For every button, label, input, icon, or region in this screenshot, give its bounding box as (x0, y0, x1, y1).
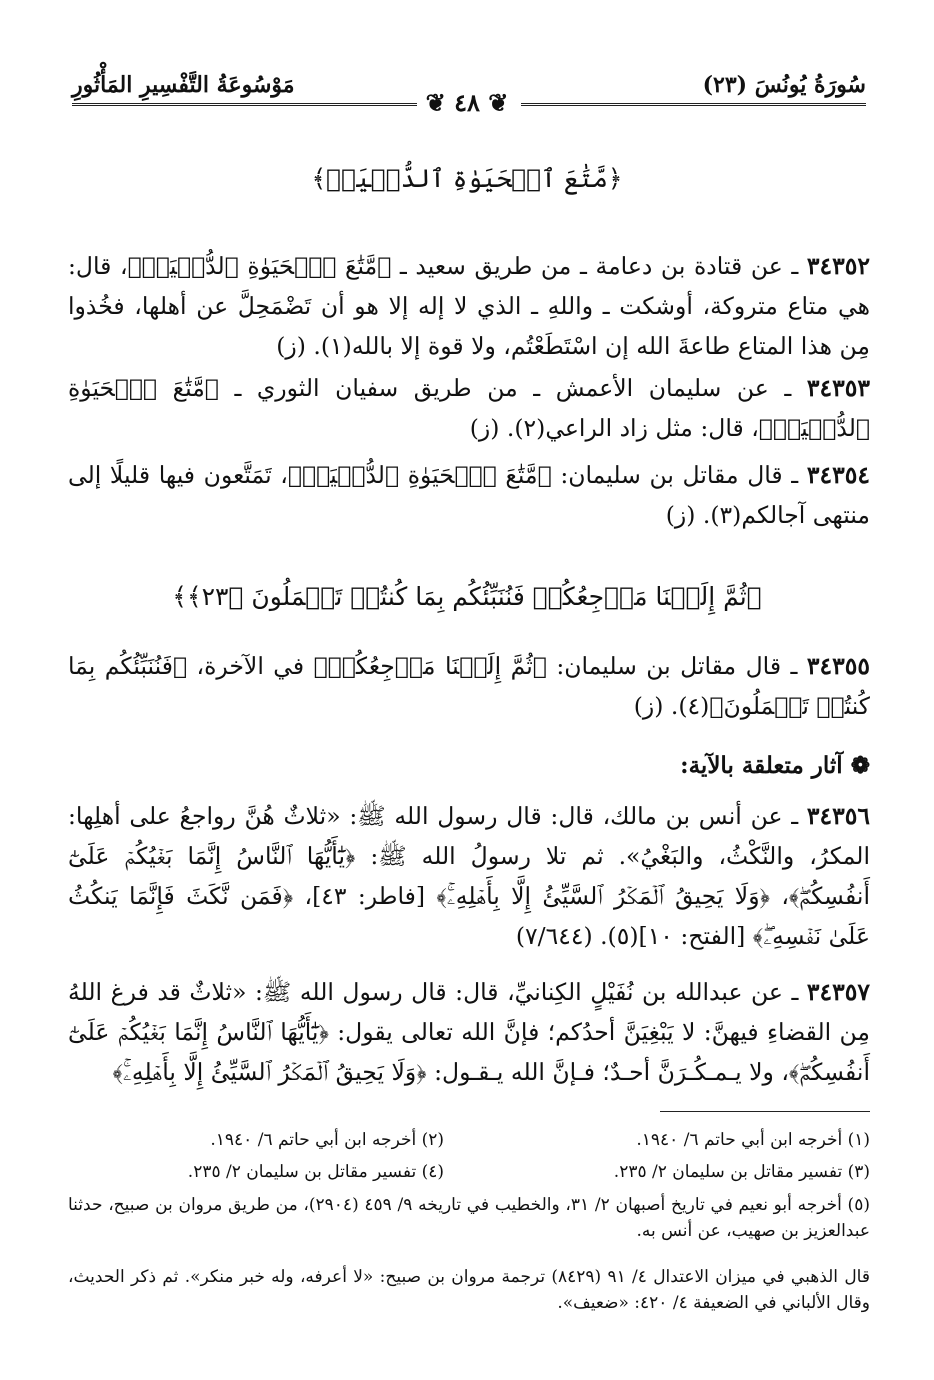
footnote: (٥) أخرجه أبو نعيم في تاريخ أصبهان ٢/ ٣١، والخطيب في تاريخه ٩/ ٤٥٩ (٢٩٠٤)، من طريق مروان بن صبيح، حدثنا عبدالعزيز بن صهيب، عن أنس به. (68, 1195, 870, 1241)
narration-number: ٣٤٣٥٧ (806, 978, 870, 1006)
narration-paragraph (68, 246, 870, 366)
narration-text: ـ عن قتادة بن دعامة ـ من طريق سعيد ـ ﴿مَّتَٰعَ ٱلۡحَيَوٰةِ ٱلدُّنۡيَاۖ﴾، قال: هي متاع متروكة، أوشكت ـ واللهِ ـ الذي لا إله إلا هو أن تَضْمَحِلَّ عن أهلها، فخُذوا مِن هذا المتاع طاعةَ الله إن اسْتَطَعْتُم، ولا قوة إلا بالله(١). (ز) (68, 252, 870, 360)
verse-heading: ﴿ثُمَّ إِلَيۡنَا مَرۡجِعُكُمۡ فَنُنَبِّئُكُم بِمَا كُنتُمۡ تَعۡمَلُونَ ﴿٢٣﴾﴾ (172, 582, 762, 611)
header-rule-right (521, 103, 866, 109)
narration-paragraph (68, 368, 870, 448)
narration-number: ٣٤٣٥٢ (806, 252, 870, 280)
footnote: (١) أخرجه ابن أبي حاتم ٦/ ١٩٤٠. (636, 1130, 870, 1150)
narration-paragraph (68, 796, 870, 956)
narration-text: ـ عن أنس بن مالك، قال: قال رسول الله ﷺ: «ثلاثٌ هُنَّ رواجعُ على أهلِها: المكرُ، والنَّكْثُ، والبَغْيُ». ثم تلا رسولُ الله ﷺ: ﴿يَٰٓأَيُّهَا ٱلنَّاسُ إِنَّمَا بَغۡيُكُمۡ عَلَىٰٓ أَنفُسِكُمۖ﴾، ﴿وَلَا يَحِيقُ ٱلۡمَكۡرُ ٱلسَّيِّئُ إِلَّا بِأَهۡلِهِۦۚ﴾ [فاطر: ٤٣]، ﴿فَمَن نَّكَثَ فَإِنَّمَا يَنكُثُ عَلَىٰ نَفۡسِهِۦۖ﴾ [الفتح: ١٠](٥). (٧/٦٤٤) (68, 802, 870, 950)
footnote: (٣) تفسير مقاتل بن سليمان ٢/ ٢٣٥. (613, 1162, 870, 1182)
narration-text: ـ قال مقاتل بن سليمان: ﴿مَّتَٰعَ ٱلۡحَيَوٰةِ ٱلدُّنۡيَاۖ﴾، تَمَتَّعون فيها قليلًا إلى منتهى آجالكم(٣). (ز) (68, 461, 870, 529)
verse-heading: ﴿مَّتَٰعَ ٱلۡحَيَوٰةِ ٱلدُّنۡيَاۖ﴾ (311, 164, 623, 193)
narration-text: ـ قال مقاتل بن سليمان: ﴿ثُمَّ إِلَيۡنَا مَرۡجِعُكُمۡ﴾ في الآخرة، ﴿فَنُنَبِّئُكُم بِمَا كُنتُمۡ تَعۡمَلُونَ﴾(٤). (ز) (68, 652, 870, 720)
header-rule-left (72, 103, 417, 109)
footnote: (٤) تفسير مقاتل بن سليمان ٢/ ٢٣٥. (187, 1162, 444, 1182)
section-title (680, 752, 870, 779)
footnote: (٢) أخرجه ابن أبي حاتم ٦/ ١٩٤٠. (210, 1130, 444, 1150)
narration-paragraph (68, 646, 870, 726)
book-title-header: مَوْسُوعَةُ التَّفْسِيرِ المَأْثُورِ (72, 72, 295, 98)
surah-header: سُورَةُ يُونُسَ (٢٣) (702, 72, 866, 98)
flower-ornament-icon: ❁ (850, 752, 870, 779)
narration-paragraph (68, 455, 870, 535)
page-number: ❦ ٤٨ ❦ (425, 88, 509, 117)
narration-number: ٣٤٣٥٣ (806, 374, 870, 402)
footnote-continuation: قال الذهبي في ميزان الاعتدال ٤/ ٩١ (٨٤٢٩) ترجمة مروان بن صبيح: «لا أعرفه، وله خبر منكر». ثم ذكر الحديث، وقال الألباني في الضعيفة ٤/ ٤٢٠: «ضعيف». (68, 1267, 870, 1313)
page-number-value: ٤٨ (454, 88, 480, 117)
narration-text: ـ عن عبدالله بن نُفَيْلٍ الكِنانيِّ، قال: قال رسول الله ﷺ: «ثلاثٌ قد فرغ اللهُ مِن القضاءِ فيهنَّ: لا يَبْغِيَنَّ أحدُكم؛ فإنَّ الله تعالى يقول: ﴿يَٰٓأَيُّهَا ٱلنَّاسُ إِنَّمَا بَغۡيُكُمۡ عَلَىٰٓ أَنفُسِكُمۖ﴾، ولا يـمـكُـرَنَّ أحـدٌ؛ فـإنَّ الله يـقـول: ﴿وَلَا يَحِيقُ ٱلۡمَكۡرُ ٱلسَّيِّئُ إِلَّا بِأَهۡلِهِۦۚ﴾ (68, 978, 870, 1086)
section-title-text: آثار متعلقة بالآية: (680, 752, 843, 779)
narration-number: ٣٤٣٥٤ (806, 461, 870, 489)
narration-number: ٣٤٣٥٦ (806, 802, 870, 830)
footnote-rule (660, 1111, 870, 1112)
narration-number: ٣٤٣٥٥ (806, 652, 870, 680)
narration-text: ـ عن سليمان الأعمش ـ من طريق سفيان الثوري ـ ﴿مَّتَٰعَ ٱلۡحَيَوٰةِ ٱلدُّنۡيَاۖ﴾، قال: مثل زاد الراعي(٢). (ز) (68, 374, 870, 442)
narration-paragraph (68, 972, 870, 1092)
